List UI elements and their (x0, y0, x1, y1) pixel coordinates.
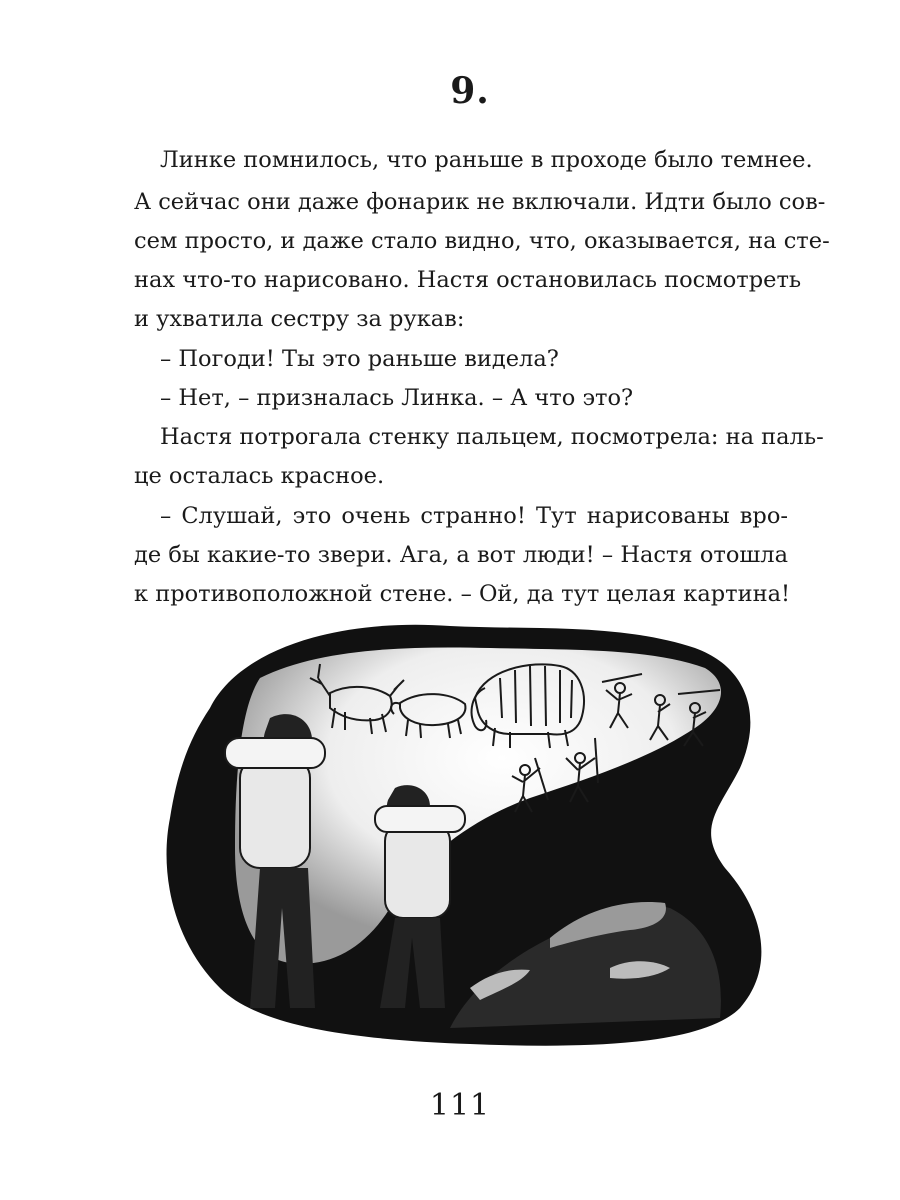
paragraph-line: це осталась красное. (134, 463, 385, 489)
paragraph-line: сем просто, и даже стало видно, что, оказывается, на сте- (134, 228, 830, 254)
cave-painting-illustration (150, 608, 790, 1048)
paragraph-line: А сейчас они даже фонарик не включали. Идти было сов- (134, 189, 826, 215)
page-number: 111 (429, 1088, 491, 1123)
dialogue-line: – Слушай, это очень странно! Тут нарисованы вро- (160, 503, 788, 529)
chapter-number: 9. (450, 70, 490, 112)
paragraph-line: и ухватила сестру за рукав: (134, 306, 465, 332)
dialogue-line: – Погоди! Ты это раньше видела? (160, 346, 559, 372)
dialogue-line: к противоположной стене. – Ой, да тут целая картина! (134, 581, 791, 607)
paragraph-line: Настя потрогала стенку пальцем, посмотрела: на паль- (160, 424, 824, 450)
paragraph-line: нах что-то нарисовано. Настя остановилась посмотреть (134, 267, 802, 293)
dialogue-line: – Нет, – призналась Линка. – А что это? (160, 385, 634, 411)
paragraph-line: Линке помнилось, что раньше в проходе было темнее. (160, 147, 813, 173)
dialogue-line: де бы какие-то звери. Ага, а вот люди! – Настя отошла (134, 542, 788, 568)
